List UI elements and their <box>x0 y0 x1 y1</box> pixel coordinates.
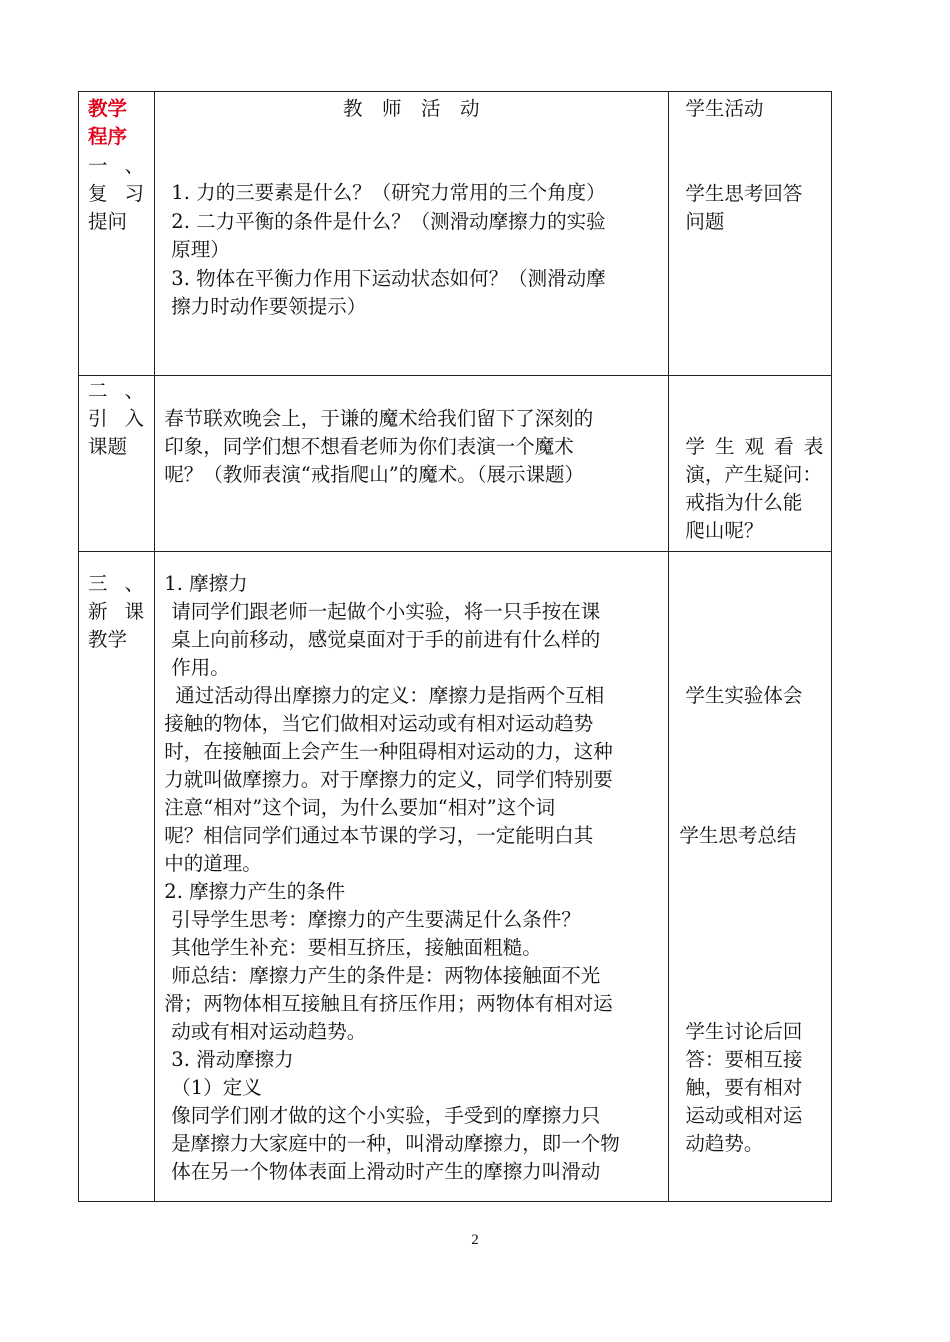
student-cell-review <box>669 92 832 376</box>
header-teacher-activity: 教 师 活 动 <box>343 97 480 120</box>
teacher-text-line: 师总结：摩擦力产生的条件是：两物体接触面不光 <box>171 964 601 987</box>
teacher-text-line: （1）定义 <box>171 1076 262 1099</box>
student-text-line: 学生思考总结 <box>679 824 797 847</box>
teacher-text-line: 2. 摩擦力产生的条件 <box>164 880 346 903</box>
teacher-text-line: 通过活动得出摩擦力的定义：摩擦力是指两个互相 <box>175 684 605 707</box>
teacher-cell-review <box>155 92 669 376</box>
row-review <box>79 92 832 376</box>
teacher-text-line: 桌上向前移动，感觉桌面对于手的前进有什么样的 <box>171 628 601 651</box>
program-label: 新 课 <box>88 600 144 623</box>
student-cell-intro <box>669 376 832 552</box>
teacher-text-line: 春节联欢晚会上，于谦的魔术给我们留下了深刻的 <box>164 407 594 430</box>
student-text-line: 戒指为什么能 <box>685 491 803 514</box>
teacher-text-line: 2. 二力平衡的条件是什么？（测滑动摩擦力的实验 <box>171 210 606 233</box>
student-text-line: 触，要有相对 <box>685 1076 803 1099</box>
teacher-text-line: 滑；两物体相互接触且有挤压作用；两物体有相对运 <box>164 992 613 1015</box>
program-cell-review <box>79 92 155 376</box>
teacher-text-line: 请同学们跟老师一起做个小实验，将一只手按在课 <box>171 600 601 623</box>
teacher-text-line: 体在另一个物体表面上滑动时产生的摩擦力叫滑动 <box>171 1160 601 1183</box>
student-text-line: 运动或相对运 <box>685 1104 803 1127</box>
teacher-text-line: 时，在接触面上会产生一种阻碍相对运动的力，这种 <box>164 740 613 763</box>
teacher-text-line: 接触的物体，当它们做相对运动或有相对运动趋势 <box>164 712 594 735</box>
student-text-line: 问题 <box>685 210 725 233</box>
row-new-lesson <box>79 552 832 1202</box>
teacher-text-line: 像同学们刚才做的这个小实验，手受到的摩擦力只 <box>171 1104 601 1127</box>
header-program-line1: 教学 <box>88 97 128 120</box>
program-label: 教学 <box>88 628 128 651</box>
teacher-cell-new-lesson <box>155 552 669 1202</box>
teacher-text-line: 原理） <box>171 238 230 261</box>
page-number: 2 <box>471 1232 479 1248</box>
teacher-text-line: 呢？（教师表演“戒指爬山”的魔术。（展示课题） <box>164 463 584 486</box>
header-program-line2: 程序 <box>88 125 128 148</box>
teacher-text-line: 其他学生补充：要相互挤压，接触面粗糙。 <box>171 936 542 959</box>
student-text-line: 学生思考回答 <box>685 182 803 205</box>
lesson-plan-table <box>78 91 832 1202</box>
teacher-text-line: 作用。 <box>171 656 230 679</box>
teacher-text-line: 注意“相对”这个词，为什么要加“相对”这个词 <box>164 796 556 819</box>
student-text-line: 动趋势。 <box>685 1132 764 1155</box>
student-text-line: 学生实验体会 <box>685 684 803 707</box>
program-label: 复 习 <box>88 182 144 205</box>
program-cell-new-lesson <box>79 552 155 1202</box>
teacher-text-line: 1. 摩擦力 <box>164 572 248 595</box>
teacher-text-line: 3. 滑动摩擦力 <box>171 1048 294 1071</box>
program-label: 三、 <box>88 572 144 595</box>
teacher-text-line: 擦力时动作要领提示） <box>171 295 367 318</box>
student-cell-new-lesson <box>669 552 832 1202</box>
student-text-line: 学生讨论后回 <box>685 1020 803 1043</box>
program-label: 引 入 <box>88 407 144 430</box>
program-label: 一、 <box>88 154 144 177</box>
row-introduction <box>79 376 832 552</box>
teacher-text-line: 印象，同学们想不想看老师为你们表演一个魔术 <box>164 435 574 458</box>
student-text-line: 学 生 观 看 表 <box>685 435 824 458</box>
teacher-text-line: 中的道理。 <box>164 852 262 875</box>
teacher-text-line: 1. 力的三要素是什么？（研究力常用的三个角度） <box>171 181 606 204</box>
teacher-text-line: 引导学生思考：摩擦力的产生要满足什么条件？ <box>171 908 581 931</box>
student-text-line: 爬山呢？ <box>685 519 764 542</box>
student-text-line: 演，产生疑问： <box>685 463 822 486</box>
program-cell-intro <box>79 376 155 552</box>
header-student-activity: 学生活动 <box>685 97 764 120</box>
program-label: 二、 <box>88 379 144 402</box>
program-label: 课题 <box>88 435 128 458</box>
teacher-text-line: 呢？相信同学们通过本节课的学习，一定能明白其 <box>164 824 594 847</box>
program-label: 提问 <box>88 210 128 233</box>
teacher-cell-intro <box>155 376 669 552</box>
teacher-text-line: 是摩擦力大家庭中的一种，叫滑动摩擦力，即一个物 <box>171 1132 620 1155</box>
teacher-text-line: 动或有相对运动趋势。 <box>171 1020 367 1043</box>
teacher-text-line: 3. 物体在平衡力作用下运动状态如何？（测滑动摩 <box>171 267 606 290</box>
teacher-text-line: 力就叫做摩擦力。对于摩擦力的定义，同学们特别要 <box>164 768 613 791</box>
student-text-line: 答：要相互接 <box>685 1048 803 1071</box>
